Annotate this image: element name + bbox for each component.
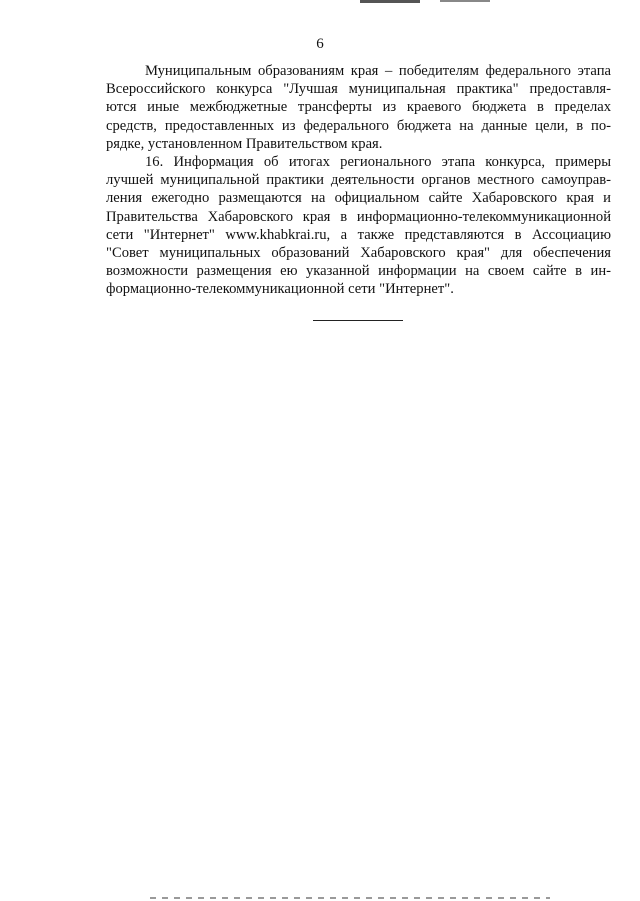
text-line: сети "Интернет" www.khabkrai.ru, а также представляются в Ассоциацию	[106, 226, 611, 243]
text-line: ются иные межбюджетные трансферты из краевого бюджета в пределах	[106, 99, 611, 116]
text-line: рядке, установленном Правительством края.	[106, 135, 383, 152]
text-line: возможности размещения ею указанной информации на своем сайте в ин-	[106, 263, 611, 280]
text-line: ления ежегодно размещаются на официальном сайте Хабаровского края и	[106, 190, 611, 207]
text-line: средств, предоставленных из федерального бюджета на данные цели, в по-	[106, 117, 611, 134]
paragraph-16-information	[106, 153, 611, 299]
page-number: 6	[316, 36, 324, 52]
paragraph-transfers	[106, 62, 611, 153]
scan-artifact-top-secondary	[440, 0, 490, 2]
end-of-document-rule	[313, 320, 403, 321]
scan-artifact-top	[360, 0, 420, 3]
text-line: 16. Информация об итогах регионального этапа конкурса, примеры	[145, 153, 611, 170]
text-line: "Совет муниципальных образований Хабаровского края" для обеспечения	[106, 244, 611, 261]
text-line: Муниципальным образованиям края – победителям федерального этапа	[145, 63, 611, 79]
text-line: лучшей муниципальной практики деятельности органов местного самоуправ-	[106, 172, 611, 189]
text-line: Правительства Хабаровского края в информационно-телекоммуникационной	[106, 208, 611, 225]
text-line: формационно-телекоммуникационной сети "Интернет".	[106, 281, 454, 298]
document-body	[106, 62, 611, 298]
text-line: Всероссийского конкурса "Лучшая муниципальная практика" предоставля-	[106, 81, 611, 98]
scan-artifact-bottom	[150, 897, 550, 899]
